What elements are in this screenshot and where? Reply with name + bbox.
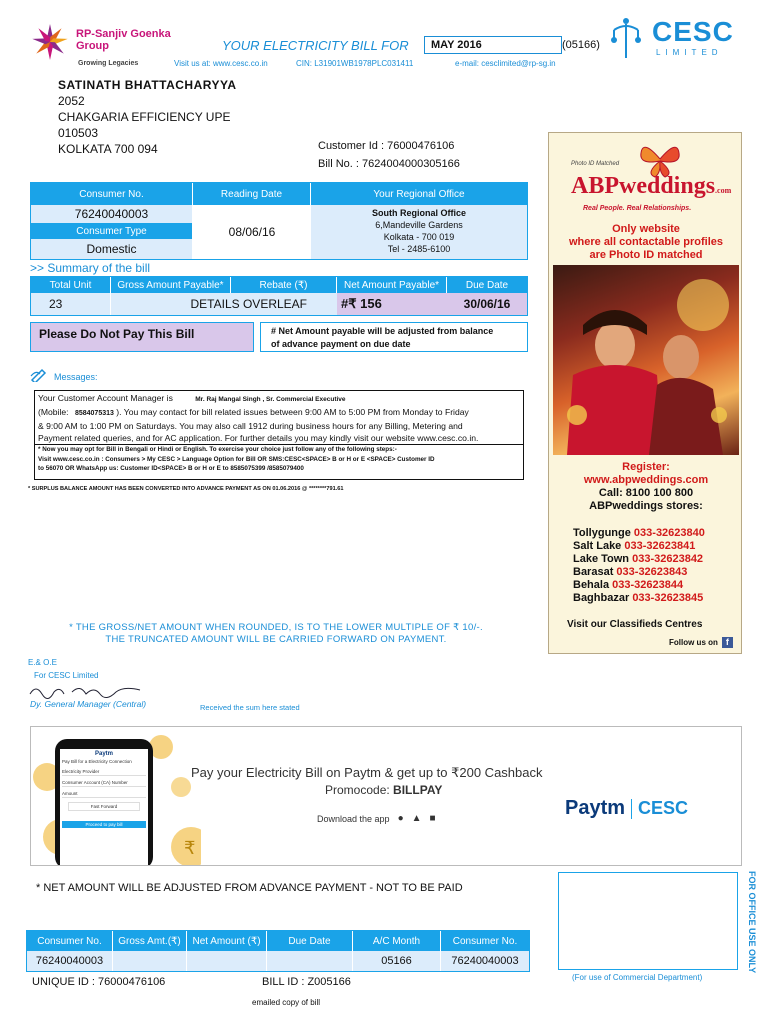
messages-icon — [30, 366, 50, 387]
bottom-month: 05166 — [353, 951, 441, 971]
designation: Dy. General Manager (Central) — [30, 699, 147, 709]
bottom-consumer-no-header: Consumer No. — [27, 931, 113, 951]
language-line1: * Now you may opt for Bill in Bengali or Hindi or English. To exercise your choice just follow any of the following steps:- — [38, 446, 397, 453]
address-block — [58, 77, 237, 157]
gross-note-line2: THE TRUNCATED AMOUNT WILL BE CARRIED FORWARD ON PAYMENT. — [105, 634, 447, 645]
abp-only-block — [549, 223, 742, 262]
group-name-line1: RP-Sanjiv Goenka — [76, 28, 171, 40]
office-name: South Regional Office — [371, 208, 466, 218]
due-date-value: 30/06/16 — [447, 293, 527, 315]
cesc-logo-sub: LIMITED — [656, 48, 723, 57]
rpsg-star-icon — [26, 22, 74, 62]
store-name: Salt Lake — [573, 540, 622, 552]
cesc-logo-text: CESC — [652, 16, 734, 47]
abp-only3: are Photo ID matched — [589, 249, 703, 261]
language-line3: to 56070 OR WhatsApp us: Customer ID<SPACE> B or H or E to 8585075399 /8585079400 — [38, 465, 304, 472]
paytm-headline: Pay your Electricity Bill on Paytm & get up to ₹200 Cashback — [191, 765, 543, 780]
total-unit-value: 23 — [31, 293, 111, 315]
language-line2: Visit www.cesc.co.in : Consumers > My CESC > Language Option for Bill OR SMS:CESC<SPACE> B or H or E <SPACE> Customer ID — [38, 455, 435, 463]
mobile-number: 8584075313 — [74, 410, 114, 417]
store-name: Barasat — [573, 566, 614, 578]
abp-brand-text: ABPweddings — [571, 173, 716, 199]
cin-number: CIN: L31901WB1978PLC031411 — [296, 59, 414, 68]
mobile-label: (Mobile: — [38, 407, 69, 417]
abp-tagline: Real People. Real Relationships. — [583, 205, 692, 212]
office-line2: Kolkata - 700 019 — [383, 232, 455, 242]
office-line1: 6,Mandeville Gardens — [375, 220, 463, 230]
consumer-type-value: Domestic — [31, 239, 193, 259]
regional-office-header: Your Regional Office — [311, 183, 527, 205]
paytm-logo: Paytm — [565, 797, 626, 819]
office-use-label: FOR OFFICE USE ONLY — [747, 871, 757, 974]
paytm-promo-code: BILLPAY — [393, 783, 443, 797]
logo-divider — [631, 799, 632, 819]
message-body3: Payment related queries, and for AC application. For further details you may kindly visit our website www.cesc.co.in. — [38, 433, 479, 443]
bottom-consumer-no: 76240040003 — [27, 951, 113, 971]
details-overleaf: DETAILS OVERLEAF — [111, 293, 337, 315]
bottom-net-header: Net Amount (₹) — [187, 931, 267, 951]
unique-id: UNIQUE ID : 76000476106 — [32, 976, 166, 988]
paytm-promo-label: Promocode: — [325, 783, 390, 797]
facebook-icon[interactable]: f — [722, 637, 733, 648]
apple-icon[interactable]: ● — [397, 813, 404, 824]
consumer-no-value: 76240040003 — [31, 205, 193, 223]
net-amount-value: #₹ 156 — [337, 293, 447, 315]
address-line2: CHAKGARIA EFFICIENCY UPE — [58, 110, 231, 124]
customer-name: SATINATH BHATTACHARYYA — [58, 78, 237, 92]
bottom-net — [187, 951, 267, 971]
store-row — [573, 579, 705, 592]
bill-code: (05166) — [562, 39, 600, 51]
phone-button: Proceed to pay bill — [62, 821, 146, 828]
consumer-no-header: Consumer No. — [31, 183, 193, 205]
abp-stores: ABPweddings stores: — [589, 500, 703, 512]
group-name — [76, 28, 171, 52]
emailed-copy: emailed copy of bill — [252, 998, 321, 1007]
manager-line — [38, 392, 520, 406]
summary-table — [30, 276, 528, 316]
reading-date-value: 08/06/16 — [193, 205, 311, 259]
svg-text:₹: ₹ — [184, 838, 196, 859]
lamp-post-icon — [606, 16, 646, 60]
phone-screen — [60, 749, 148, 866]
paytm-cesc-logo — [565, 797, 688, 820]
manager-intro: Your Customer Account Manager is — [38, 393, 173, 403]
website-link[interactable]: Visit us at: www.cesc.co.in — [174, 59, 268, 68]
paytm-promo — [325, 783, 442, 797]
phone-field1: Electricity Provider — [62, 768, 146, 776]
store-row — [573, 527, 705, 540]
gross-amount-header: Gross Amount Payable* — [111, 277, 231, 293]
phone-mockup — [55, 739, 153, 866]
windows-icon[interactable]: ■ — [429, 813, 436, 824]
abp-call: Call: 8100 100 800 — [598, 487, 694, 499]
phone-field4: Fast Forward — [68, 802, 140, 811]
abp-follow-text: Follow us on — [669, 638, 718, 647]
bottom-due-header: Due Date — [267, 931, 353, 951]
couple-photo-icon — [553, 265, 739, 455]
bottom-due — [267, 951, 353, 971]
address-line1: 2052 — [58, 94, 85, 108]
bottom-table — [26, 930, 530, 972]
group-tagline: Growing Legacies — [78, 60, 139, 67]
abp-photo-id: Photo ID Matched — [571, 161, 620, 167]
do-not-pay-box — [30, 322, 254, 352]
abp-only1: Only website — [612, 223, 680, 235]
pen-paper-icon — [30, 366, 50, 382]
abp-only2: where all contactable profiles — [568, 236, 724, 248]
store-phone: 033-32623844 — [612, 579, 684, 591]
email-link[interactable]: e-mail: cesclimited@rp-sg.in — [455, 59, 556, 68]
abp-wedding-photo — [553, 265, 739, 455]
consumer-type-header: Consumer Type — [31, 223, 193, 239]
adjust-note-line2: of advance payment on due date — [271, 339, 411, 349]
mobile-line — [38, 406, 520, 420]
received-sum: Received the sum here stated — [200, 703, 300, 712]
abp-classifieds: Visit our Classifieds Centres — [567, 619, 703, 630]
do-not-pay-text: Please Do Not Pay This Bill — [39, 327, 195, 341]
group-name-line2: Group — [76, 40, 109, 52]
abp-ad[interactable] — [548, 132, 742, 654]
manager-name: Mr. Raj Mangal Singh , Sr. Commercial Executive — [195, 396, 346, 403]
store-name: Behala — [573, 579, 610, 591]
paytm-ad[interactable] — [30, 726, 742, 866]
cesc-small-logo: CESC — [638, 798, 689, 818]
bottom-gross-header: Gross Amt.(₹) — [113, 931, 187, 951]
phone-title: Pay Bill for a Electricity Connection — [62, 759, 132, 764]
rpsg-logo — [26, 22, 74, 62]
abp-brand — [571, 173, 731, 200]
adjust-note-line1: # Net Amount payable will be adjusted from balance — [271, 326, 494, 336]
android-icon[interactable]: ▲ — [411, 813, 422, 824]
bill-month-box — [424, 36, 562, 54]
phone-field2: Consumer Account (CA) Number — [62, 779, 146, 787]
paytm-download-text: Download the app — [317, 813, 390, 824]
store-row — [573, 566, 705, 579]
bill-title: YOUR ELECTRICITY BILL FOR — [222, 38, 409, 53]
customer-id: Customer Id : 76000476106 — [318, 140, 455, 152]
total-unit-header: Total Unit — [31, 277, 111, 293]
bill-id: BILL ID : Z005166 — [262, 976, 351, 988]
abp-store-list — [573, 527, 705, 605]
office-line3: Tel - 2485-6100 — [387, 244, 451, 254]
store-phone: 033-32623840 — [633, 527, 705, 539]
store-name: Tollygunge — [573, 527, 631, 539]
gross-note-line1: * THE GROSS/NET AMOUNT WHEN ROUNDED, IS TO THE LOWER MULTIPLE OF ₹ 10/-. — [69, 622, 483, 633]
abp-follow — [669, 637, 733, 648]
signature-image — [28, 682, 148, 700]
message-body2: & 9:00 AM to 1:00 PM on Saturdays. You may also call 1912 during business hours for any Billing, Metering and — [38, 421, 463, 431]
cesc-logo — [606, 16, 746, 60]
reading-date-header: Reading Date — [193, 183, 311, 205]
rebate-header: Rebate (₹) — [231, 277, 337, 293]
bill-month: MAY 2016 — [431, 39, 482, 51]
signature-scribble-icon — [28, 682, 148, 700]
regional-office-block — [311, 205, 527, 259]
store-row — [573, 540, 705, 553]
abp-url[interactable]: www.abpweddings.com — [583, 474, 709, 486]
bottom-gross — [113, 951, 187, 971]
message-body1: ). You may contact for bill related issues between 9:00 AM to 5:00 PM from Monday to Friday — [116, 407, 469, 417]
address-line3: 010503 — [58, 126, 99, 140]
phone-brand: Paytm — [94, 751, 113, 757]
store-name: Baghbazar — [573, 592, 630, 604]
store-phone: 033-32623841 — [624, 540, 696, 552]
store-phone: 033-32623842 — [632, 553, 704, 565]
phone-field3: Amount — [62, 790, 146, 798]
messages-box — [34, 390, 524, 480]
net-amount-note: * NET AMOUNT WILL BE ADJUSTED FROM ADVANCE PAYMENT - NOT TO BE PAID — [36, 882, 463, 894]
consumer-table — [30, 182, 528, 260]
store-row — [573, 592, 705, 605]
due-date-header: Due Date — [447, 277, 527, 293]
gross-note — [30, 622, 522, 646]
office-use-box — [558, 872, 738, 970]
abp-register-block — [549, 461, 742, 513]
bill-number: Bill No. : 7624004000305166 — [318, 158, 460, 170]
abp-brand-tld: .com — [715, 186, 732, 195]
net-amount-header: Net Amount Payable* — [337, 277, 447, 293]
for-cesc: For CESC Limited — [34, 671, 99, 680]
address-line4: KOLKATA 700 094 — [58, 142, 158, 156]
store-phone: 033-32623845 — [632, 592, 704, 604]
commercial-dept: (For use of Commercial Department) — [572, 973, 703, 982]
bottom-month-header: A/C Month — [353, 931, 441, 951]
messages-label: Messages: — [54, 372, 98, 382]
bottom-consumer-no2: 76240040003 — [441, 951, 529, 971]
abp-register: Register: — [622, 461, 670, 473]
bottom-consumer-no2-header: Consumer No. — [441, 931, 529, 951]
eoe: E.& O.E — [28, 658, 57, 667]
store-phone: 033-32623843 — [616, 566, 688, 578]
surplus-note: * SURPLUS BALANCE AMOUNT HAS BEEN CONVERTED INTO ADVANCE PAYMENT AS ON 01.06.2016 @ ********791.61 — [28, 486, 344, 492]
store-name: Lake Town — [573, 553, 630, 565]
store-row — [573, 553, 705, 566]
adjust-note-box — [260, 322, 528, 352]
paytm-download — [317, 813, 436, 824]
summary-title: >> Summary of the bill — [30, 261, 151, 275]
language-box — [35, 444, 523, 474]
